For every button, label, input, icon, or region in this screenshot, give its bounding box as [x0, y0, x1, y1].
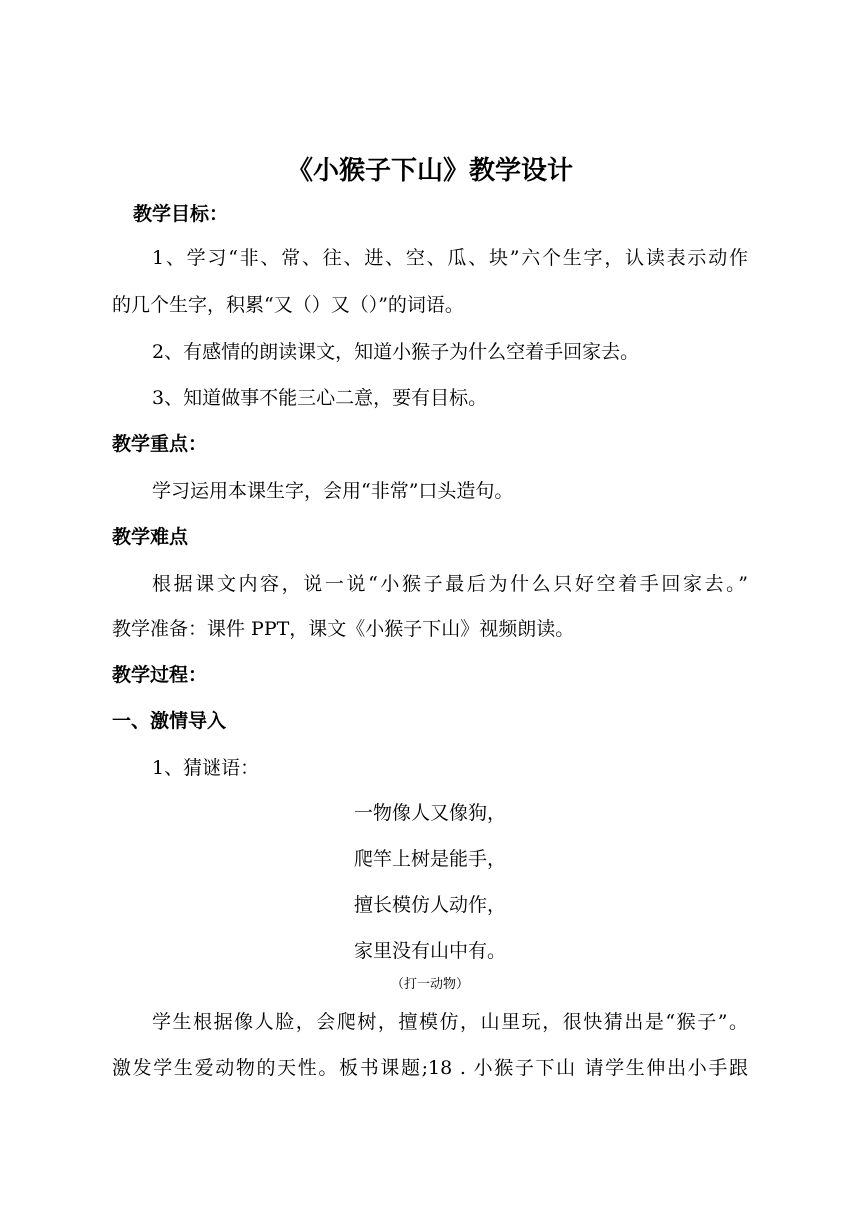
- goal-3: 3、知道做事不能三心二意，要有目标。: [152, 387, 488, 409]
- goal-2: 2、有感情的朗读课文，知道小猴子为什么空着手回家去。: [152, 341, 640, 363]
- riddle-line: 一物像人又像狗，: [353, 802, 506, 824]
- paragraph-line-1: 学生根据像人脸，会爬树，擅模仿，山里玩，很快猜出是“猴子”。: [152, 1011, 748, 1033]
- process-heading: 教学过程：: [112, 664, 208, 686]
- goals-heading: 教学目标：: [133, 203, 229, 225]
- riddle-line: 爬竿上树是能手，: [353, 848, 506, 870]
- paragraph-line-2: 激发学生爱动物的天性。板书课题;18 . 小猴子下山 请学生伸出小手跟: [112, 1057, 748, 1079]
- key-heading: 教学重点：: [112, 433, 208, 455]
- riddle-line: 家里没有山中有。: [353, 940, 506, 962]
- riddle-intro: 1、猜谜语：: [152, 757, 260, 779]
- goal-1-line-2: 的几个生字，积累“又（）又（）”的词语。: [112, 294, 464, 316]
- riddle-hint: （打一动物）: [390, 977, 469, 992]
- riddle-line: 擅长模仿人动作，: [353, 894, 506, 916]
- document-title: 《小猴子下山》教学设计: [286, 156, 573, 186]
- key-text: 学习运用本课生字，会用“非常”口头造句。: [152, 480, 514, 502]
- section-1-heading: 一、激情导入: [112, 710, 227, 732]
- difficulty-heading: 教学难点: [112, 526, 189, 548]
- difficulty-text: 根据课文内容，说一说“小猴子最后为什么只好空着手回家去。”: [152, 573, 748, 595]
- preparation: 教学准备：课件 PPT，课文《小猴子下山》视频朗读。: [112, 618, 575, 640]
- goal-1-line-1: 1、学习“非、常、往、进、空、瓜、块”六个生字，认读表示动作: [152, 247, 748, 269]
